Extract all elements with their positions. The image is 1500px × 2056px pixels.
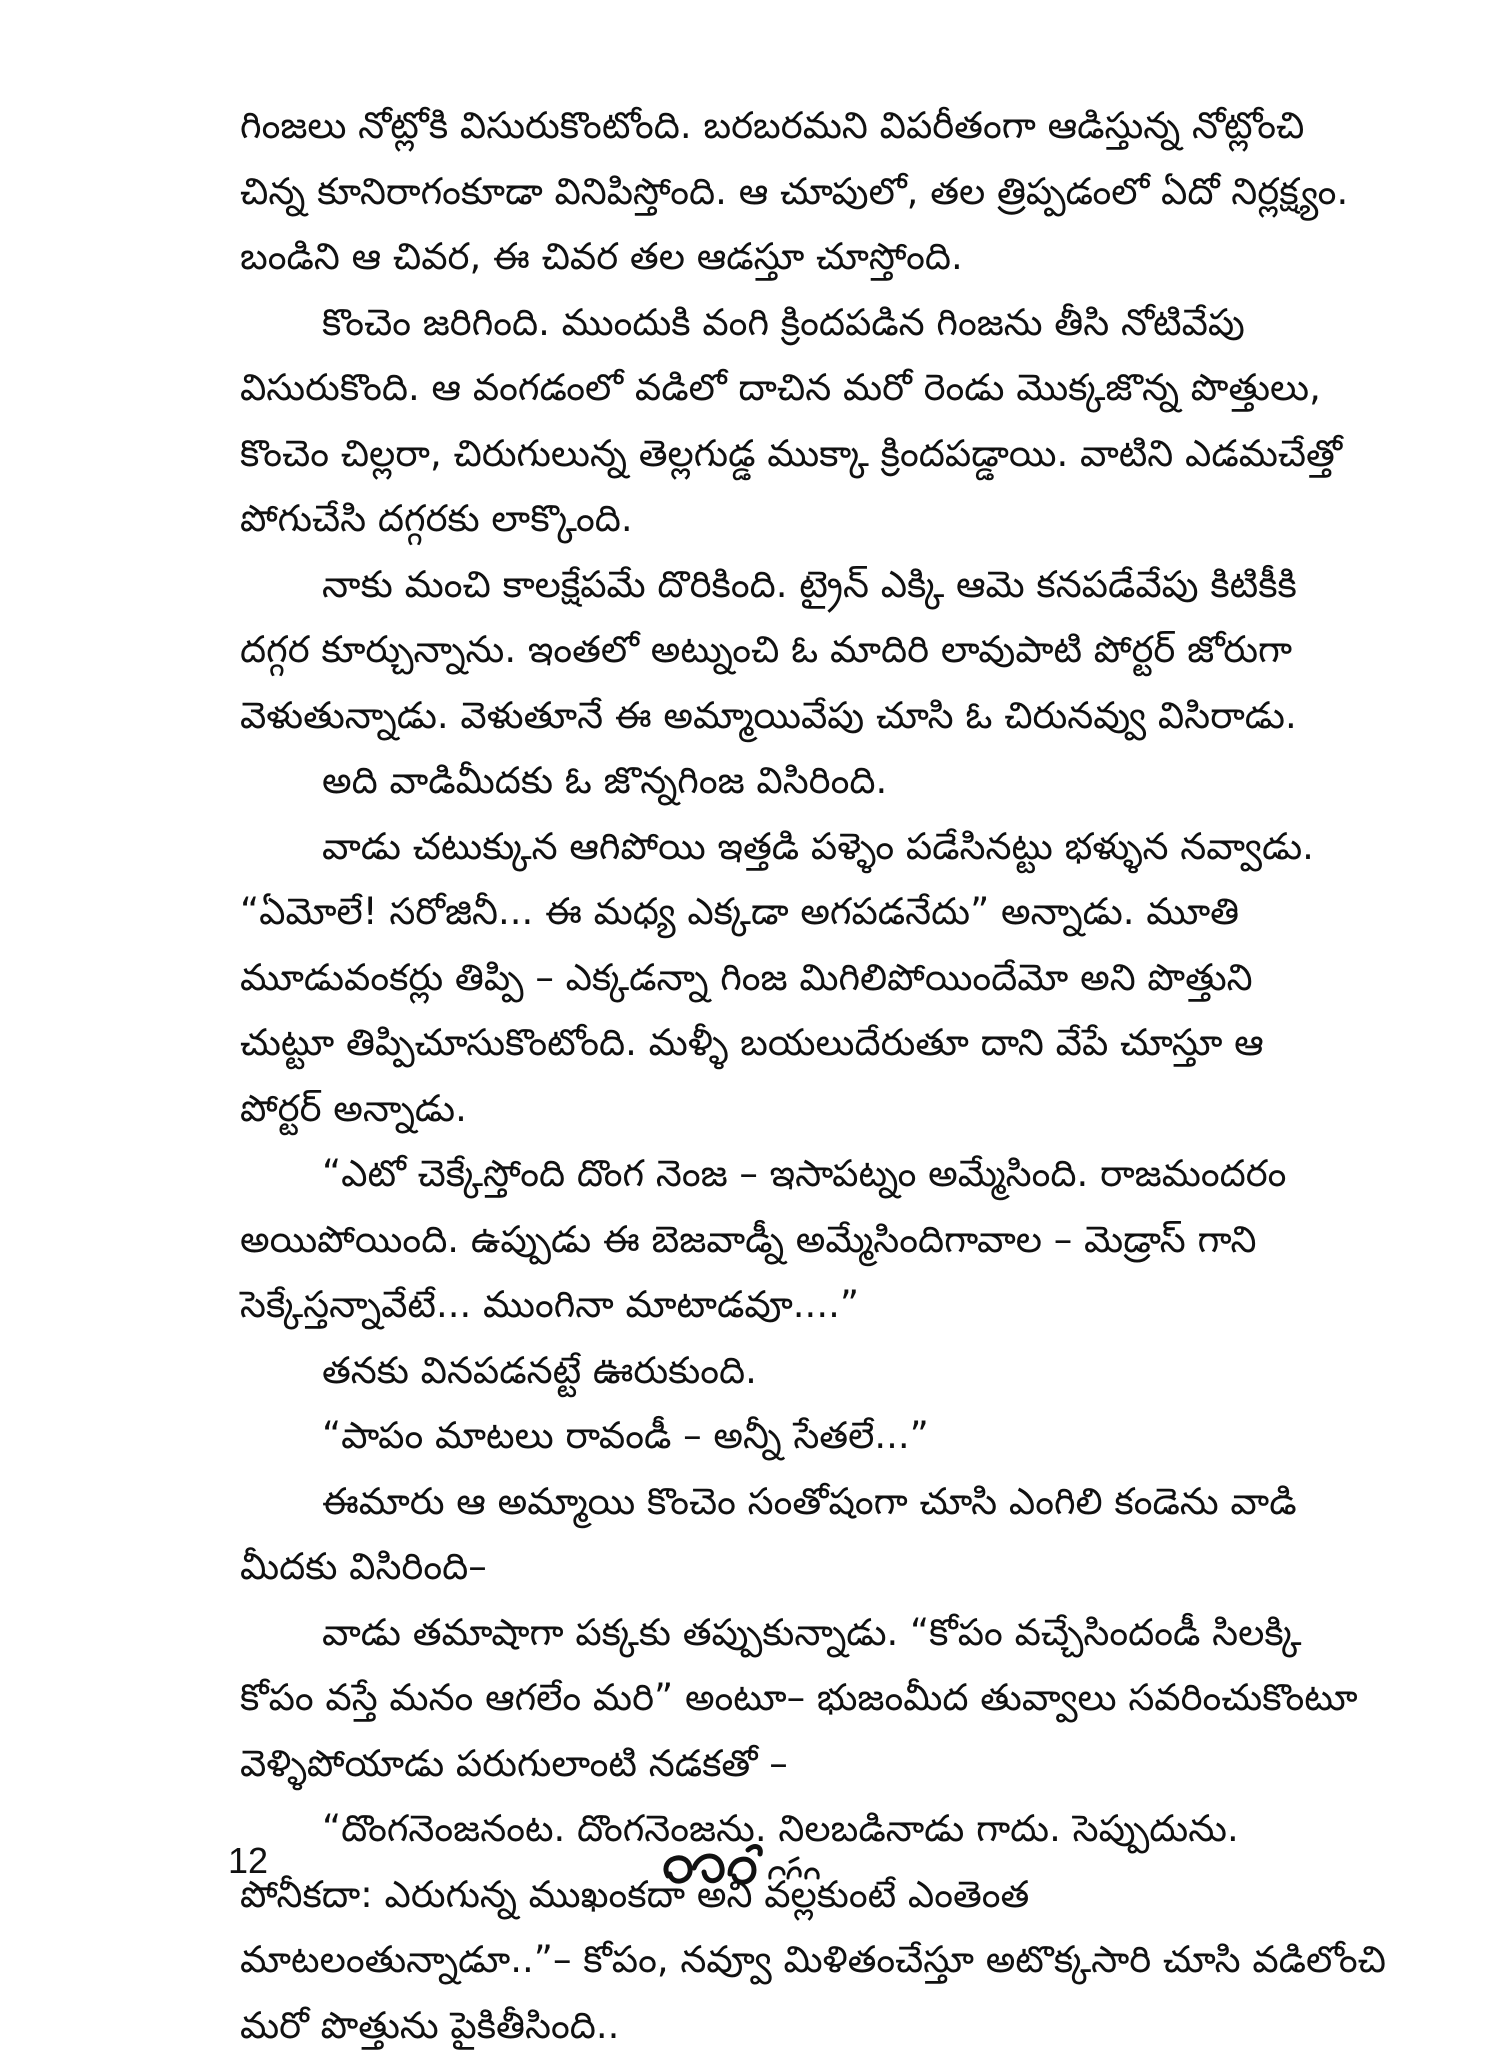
text-line: మాటలంతున్నాడూ..”– కోపం, నవ్వూ మిళితంచేస్తూ అటొక్కసారి చూసి వడిలోంచి	[240, 1938, 1386, 1981]
text-line: “ఎటో చెక్కేస్తోంది దొంగ నెంజ – ఇసాపట్నం అమ్మేసింది. రాజమందరం	[322, 1152, 1287, 1195]
text-line: దగ్గర కూర్చున్నాను. ఇంతలో అట్నుంచి ఓ మాదిరి లావుపాటి పోర్టర్ జోరుగా	[240, 628, 1293, 671]
text-line: విసురుకొంది. ఆ వంగడంలో వడిలో దాచిన మరో రెండు మొక్కజొన్న పొత్తులు,	[240, 366, 1321, 409]
text-line: కోపం వస్తే మనం ఆగలేం మరి” అంటూ– భుజంమీద తువ్వాలు సవరించుకొంటూ	[240, 1676, 1358, 1719]
text-line: చుట్టూ తిప్పిచూసుకొంటోంది. మళ్ళీ బయలుదేరుతూ దాని వేపే చూస్తూ ఆ	[240, 1021, 1264, 1064]
text-line: అయిపోయింది. ఉప్పుడు ఈ బెజవాడ్నీ అమ్మేసిందిగావాల – మెడ్రాస్ గాని	[240, 1218, 1257, 1261]
page-number: 12	[228, 1840, 269, 1881]
text-line: గింజలు నోట్లోకి విసురుకొంటోంది. బరబరమని విపరీతంగా ఆడిస్తున్న నోట్లోంచి	[240, 104, 1305, 147]
text-line: పోగుచేసి దగ్గరకు లాక్కొంది.	[240, 497, 633, 540]
text-line: మీదకు విసిరింది–	[240, 1545, 487, 1588]
text-line: వెళుతున్నాడు. వెళుతూనే ఈ అమ్మాయివేపు చూసి ఓ చిరునవ్వు విసిరాడు.	[240, 694, 1297, 737]
text-line: తనకు వినపడనట్టే ఊరుకుంది.	[322, 1349, 757, 1392]
text-line: “పాపం మాటలు రావండీ – అన్నీ సేతలే...”	[322, 1414, 929, 1457]
text-line: “దొంగనెంజనంట. దొంగనెంజను. నిలబడినాడు గాదు. సెప్పుదును.	[322, 1807, 1239, 1850]
text-line: వాడు చటుక్కున ఆగిపోయి ఇత్తడి పళ్ళెం పడేసినట్టు భళ్ళున నవ్వాడు.	[322, 825, 1314, 868]
text-line: వాడు తమాషాగా పక్కకు తప్పుకున్నాడు. “కోపం వచ్చేసిందండీ సిలక్కి	[322, 1611, 1302, 1654]
text-line: అది వాడిమీదకు ఓ జొన్నగింజ విసిరింది.	[322, 759, 888, 802]
text-line: బండిని ఆ చివర, ఈ చివర తల ఆడస్తూ చూస్తోంది.	[240, 235, 963, 278]
text-line: సెక్కేస్తన్నావేటే... ముంగినా మాటాడవూ....”	[240, 1283, 860, 1326]
text-line: కొంచెం చిల్లరా, చిరుగులున్న తెల్లగుడ్డ ముక్కా క్రిందపడ్డాయి. వాటిని ఎడమచేత్తో	[240, 432, 1343, 475]
text-line: మూడువంకర్లు తిప్పి – ఎక్కడన్నా గింజ మిగిలిపోయిందేమో అని పొత్తుని	[240, 956, 1253, 999]
text-line: చిన్న కూనిరాగంకూడా వినిపిస్తోంది. ఆ చూపులో, తల త్రిప్పడంలో ఏదో నిర్లక్ష్యం.	[240, 170, 1349, 213]
text-line: వెళ్ళిపోయాడు పరుగులాంటి నడకతో –	[240, 1742, 788, 1785]
text-line: పోనీకదా: ఎరుగున్న ముఖంకదా అని వల్లకుంటే ఎంతెంత	[240, 1873, 1030, 1916]
text-line: కొంచెం జరిగింది. ముందుకి వంగి క్రిందపడిన గింజను తీసి నోటివేపు	[322, 301, 1245, 344]
text-line: “ఏమోలే! సరోజినీ... ఈ మధ్య ఎక్కడా అగపడనేదు” అన్నాడు. మూతి	[240, 890, 1240, 933]
text-line: నాకు మంచి కాలక్షేపమే దొరికింది. ట్రైన్ ఎక్కి ఆమె కనపడేవేపు కిటికీకి	[322, 563, 1297, 606]
text-line: మరో పొత్తును పైకితీసింది..	[240, 2004, 620, 2047]
text-line: పోర్టర్ అన్నాడు.	[240, 1087, 467, 1130]
footer-logo	[650, 1838, 850, 1898]
text-line: ఈమారు ఆ అమ్మాయి కొంచెం సంతోషంగా చూసి ఎంగిలి కండెను వాడి	[322, 1480, 1297, 1523]
